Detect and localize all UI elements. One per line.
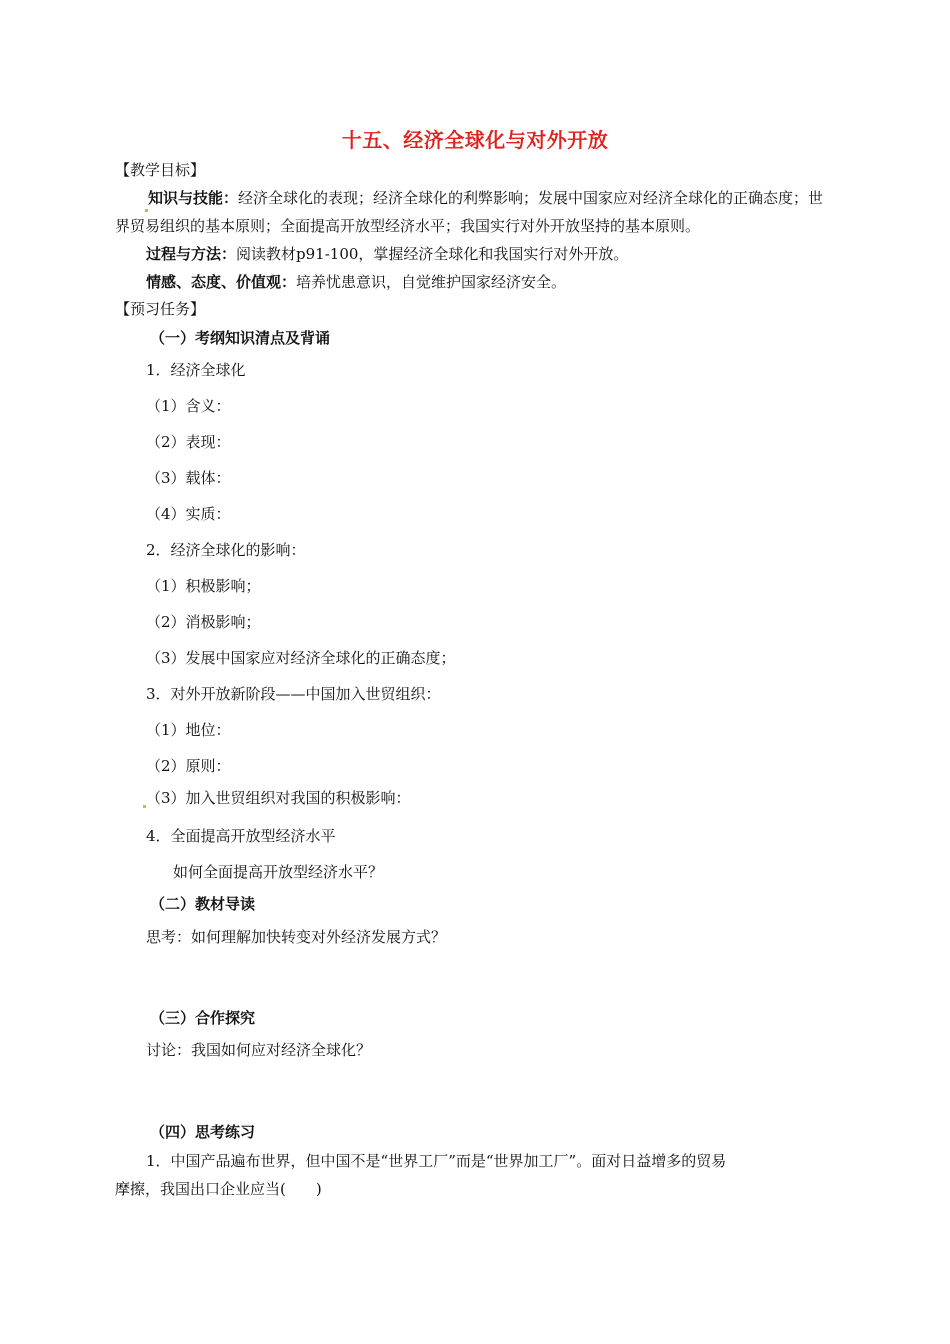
page-title: 十五、经济全球化与对外开放 <box>341 128 609 152</box>
exercise-line: 1．中国产品遍布世界，但中国不是“世界工厂”而是“世界加工厂”。面对日益增多的贸易 <box>146 1152 727 1170</box>
knowledge-text: 经济全球化的表现；经济全球化的利弊影响；发展中国家应对经济全球化的正确态度；世界贸易组织的基本原则；全面提高开放型经济水平；我国实行对外开放坚持的基本原则。 <box>115 189 824 235</box>
preview-tasks-heading: 【预习任务】 <box>115 300 206 318</box>
edit-mark-icon <box>145 209 148 212</box>
emotion-label: 情感、态度、价值观： <box>146 273 297 291</box>
outline-item: 3．对外开放新阶段——中国加入世贸组织： <box>146 685 441 703</box>
outline-item: （3）载体： <box>146 469 231 487</box>
outline-item: （1）积极影响； <box>146 577 261 595</box>
outline-item: 4．全面提高开放型经济水平 <box>146 827 336 845</box>
discussion-question: 讨论：我国如何应对经济全球化？ <box>146 1041 372 1059</box>
section-heading: （四）思考练习 <box>150 1123 256 1141</box>
section-heading: （一）考纲知识清点及背诵 <box>150 329 331 347</box>
knowledge-skills-paragraph <box>115 184 837 240</box>
emotion-text: 培养忧患意识，自觉维护国家经济安全。 <box>296 273 567 291</box>
knowledge-label: 知识与技能： <box>148 189 239 207</box>
process-label: 过程与方法： <box>146 245 237 263</box>
emotion-values-line <box>146 272 566 292</box>
outline-item: （2）表现： <box>146 433 231 451</box>
section-heading: （三）合作探究 <box>150 1009 256 1027</box>
outline-item: （1）含义： <box>146 397 231 415</box>
think-question: 思考：如何理解加快转变对外经济发展方式？ <box>146 928 447 946</box>
outline-question: 如何全面提高开放型经济水平？ <box>173 863 384 881</box>
outline-item-with-mark <box>143 788 411 808</box>
outline-item: （2）原则： <box>146 757 231 775</box>
process-methods-line <box>146 244 628 264</box>
section-heading: （二）教材导读 <box>150 895 256 913</box>
process-text: 阅读教材p91-100，掌握经济全球化和我国实行对外开放。 <box>236 245 629 263</box>
outline-item: （4）实质： <box>146 505 231 523</box>
outline-item: 1．经济全球化 <box>146 361 246 379</box>
outline-item: （2）消极影响； <box>146 613 261 631</box>
outline-item: 2．经济全球化的影响： <box>146 541 306 559</box>
outline-item: （3）加入世贸组织对我国的积极影响： <box>146 789 411 807</box>
outline-item: （1）地位： <box>146 721 231 739</box>
teaching-goals-heading: 【教学目标】 <box>115 161 206 179</box>
outline-item: （3）发展中国家应对经济全球化的正确态度； <box>146 649 456 667</box>
exercise-line: 摩擦，我国出口企业应当( ) <box>115 1180 322 1198</box>
